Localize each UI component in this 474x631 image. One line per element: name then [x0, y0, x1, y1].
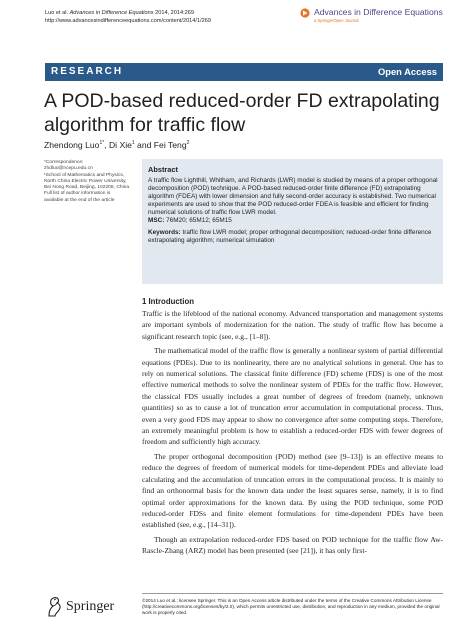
springer-horse-icon	[45, 596, 63, 618]
springer-logo	[45, 596, 135, 620]
correspondence-label: *Correspondence:	[44, 160, 84, 165]
author-affiliation-mark: 1*	[99, 140, 105, 147]
author-info-note: Full list of author information is available at the end of the article	[44, 191, 115, 203]
author-list: Zhendong Luo$^{1*}$, Di Xie$^1$ and Fei Teng$^2$	[44, 140, 190, 150]
citation-journal: Advances in Difference Equations	[69, 10, 154, 16]
body-paragraph: Traffic is the lifeblood of the national economy. Advanced transportation and management systems are important symbols of modernization for the nation. The study of traffic flow has become a significant research topic (see, e.g., [1–8]).	[142, 309, 443, 341]
journal-subtitle: a SpringerOpen Journal	[314, 18, 359, 23]
publisher-name: Springer	[66, 599, 115, 614]
article-url[interactable]: http://www.advancesindifferenceequations.com/content/2014/1/269	[45, 18, 211, 24]
msc-value: 76M20; 65M12; 65M15	[166, 217, 232, 224]
author-name[interactable]: Fei Teng	[153, 140, 187, 150]
correspondence-sidebar	[44, 160, 130, 204]
keywords-line	[148, 229, 438, 245]
body-paragraph: Though an extrapolation reduced-order FDS based on POD technique for the traffic flow Aw-Rascle-Zhang (ARZ) model has been presented (see [21]), it has only first-	[142, 534, 443, 556]
footer-divider	[142, 593, 443, 594]
running-header	[45, 9, 211, 25]
correspondence-email[interactable]: zhdluo@ncepu.edu.cn	[44, 166, 93, 172]
msc-line	[148, 217, 438, 225]
article-type-label: RESEARCH	[51, 66, 124, 77]
body-paragraph: The proper orthogonal decomposition (POD) method (see [9–13]) is an effective means to reduce the degrees of freedom of numerical models for time-dependent PDEs and alleviate load calculating and the accumulation of truncation errors in the computational process. It is mainly to find an orthonormal basis for the known data under the least squares sense, namely, it is to find optimal order approximations for the known data. By using the POD technique, some POD reduced-order FDSs and finite element formulations for time-dependent PDEs have been established (see, e.g., [14–31]).	[142, 451, 443, 530]
article-title: A POD-based reduced-order FD extrapolating algorithm for traffic flow	[44, 90, 440, 136]
abstract-text: A traffic flow Lighthill, Whitham, and Richards (LWR) model is studied by means of a proper orthogonal decomposition (POD) technique. A POD-based reduced-order finite difference (FD) extrapolating algorithm (FDEA) with lower dimension and fully second-order accuracy is established. Two numerical experiments are used to show that the POD reduced-order FDEA is feasible and efficient for finding numerical solutions of traffic flow LWR model.	[148, 177, 438, 216]
author-affiliation-mark: 1	[131, 140, 135, 147]
keywords-value: traffic flow LWR model; proper orthogonal decomposition; reduced-order finite difference extrapolating algorithm; numerical simulation	[148, 229, 432, 244]
copyright-notice: ©2014 Luo et al.; licensee Springer. This is an Open Access article distributed under the terms of the Creative Commons Attribution License (http://creativecommons.org/licenses/by/2.0), which permits unrestricted use, distribution, and reproduction in any medium, provided the original work is properly cited.	[142, 598, 440, 616]
article-type-banner	[45, 63, 443, 81]
abstract-box	[142, 159, 443, 284]
section-heading-introduction: 1 Introduction	[142, 297, 194, 306]
citation-line: Luo et al. Advances in Difference Equations 2014, 2014:269	[45, 10, 194, 16]
keywords-label: Keywords:	[148, 229, 181, 236]
abstract-heading: Abstract	[148, 165, 178, 174]
journal-logo-icon	[300, 8, 310, 18]
msc-label: MSC:	[148, 217, 165, 224]
body-paragraph: The mathematical model of the traffic flow is generally a nonlinear system of partial differential equations (PDEs). Due to its nonlinearity, there are no analytical solutions in general. One has to rely on numerical solutions. The classical finite difference (FD) scheme (FDS) is one of the most effective numerical methods to solve the nonlinear system of PDEs for the traffic flow. However, the classical FDS usually includes a great number of degrees of freedom (namely, unknown quantities) so as to cause a lot of truncation error accumulation in computational process. Thus, even a very good FDS may appear to show no convergence after some computing steps. Therefore, an extremely meaningful problem is how to establish a reduced-order FDS with fewer degrees of freedom and sufficiently high accuracy.	[142, 346, 443, 447]
author-affiliation-mark: 2	[186, 140, 190, 147]
author-name[interactable]: Di Xie	[108, 140, 132, 150]
journal-name: Advances in Difference Equations	[314, 7, 443, 17]
introduction-body	[142, 308, 443, 560]
affiliation-text: ¹School of Mathematics and Physics, North China Electric Power University, Bei Nong Road, Beijing, 102206, China	[44, 172, 130, 191]
author-name[interactable]: Zhendong Luo	[44, 140, 100, 150]
open-access-label: Open Access	[377, 66, 437, 77]
